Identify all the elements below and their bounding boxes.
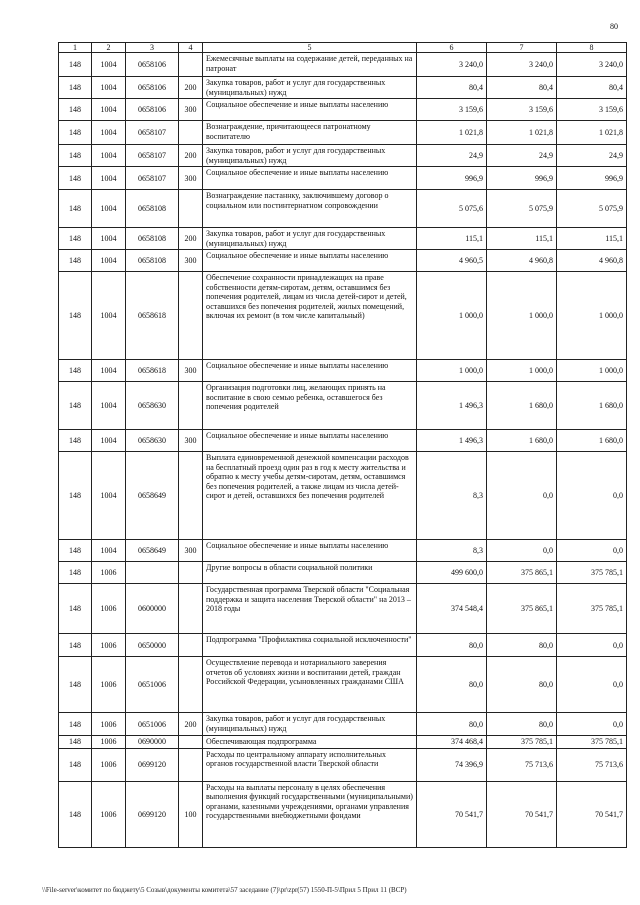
cell-name: Расходы на выплаты персоналу в целях обеспечения выполнения функций государственными (муниципальными) органами, казенными учреждениями, органами управления государственными внебюджетными фондами [203, 781, 417, 847]
cell-v7: 70 541,7 [487, 781, 557, 847]
cell-name: Социальное обеспечение и иные выплаты населению [203, 360, 417, 382]
cell-v6: 374 548,4 [417, 584, 487, 634]
cell-c2: 1004 [92, 167, 126, 190]
cell-c1: 148 [59, 228, 92, 250]
cell-c2: 1004 [92, 272, 126, 360]
cell-v7: 1 680,0 [487, 430, 557, 452]
cell-c1: 148 [59, 540, 92, 562]
cell-c1: 148 [59, 562, 92, 584]
cell-name: Государственная программа Тверской области "Социальная поддержка и защита населения Тверской области" на 2013 – 2018 годы [203, 584, 417, 634]
cell-name: Социальное обеспечение и иные выплаты населению [203, 430, 417, 452]
cell-c3: 0600000 [126, 584, 179, 634]
cell-v7: 1 021,8 [487, 121, 557, 145]
cell-c2: 1004 [92, 452, 126, 540]
cell-c2: 1004 [92, 540, 126, 562]
cell-c2: 1006 [92, 781, 126, 847]
cell-v8: 375 785,1 [557, 562, 627, 584]
cell-c2: 1004 [92, 99, 126, 121]
cell-c3: 0651006 [126, 713, 179, 736]
table-body [59, 53, 627, 847]
cell-c1: 148 [59, 53, 92, 77]
cell-v7: 80,0 [487, 657, 557, 713]
cell-v7: 4 960,8 [487, 250, 557, 272]
cell-c4 [179, 452, 203, 540]
cell-v8: 996,9 [557, 167, 627, 190]
cell-v6: 115,1 [417, 228, 487, 250]
cell-v8: 3 159,6 [557, 99, 627, 121]
cell-v7: 24,9 [487, 145, 557, 167]
cell-v6: 996,9 [417, 167, 487, 190]
cell-name: Социальное обеспечение и иные выплаты населению [203, 167, 417, 190]
cell-v8: 24,9 [557, 145, 627, 167]
header-col-7: 7 [487, 43, 557, 53]
cell-v6: 70 541,7 [417, 781, 487, 847]
cell-v8: 1 021,8 [557, 121, 627, 145]
cell-v8: 75 713,6 [557, 748, 627, 781]
cell-v6: 3 159,6 [417, 99, 487, 121]
table-header-row [59, 43, 627, 53]
cell-c1: 148 [59, 167, 92, 190]
cell-c1: 148 [59, 430, 92, 452]
cell-name: Закупка товаров, работ и услуг для государственных (муниципальных) нужд [203, 145, 417, 167]
table-row [59, 634, 627, 657]
cell-c4 [179, 634, 203, 657]
cell-c2: 1004 [92, 77, 126, 99]
cell-v7: 1 000,0 [487, 360, 557, 382]
table-row [59, 77, 627, 99]
cell-c2: 1004 [92, 190, 126, 228]
cell-c3: 0699120 [126, 748, 179, 781]
table-row [59, 781, 627, 847]
cell-c4: 200 [179, 145, 203, 167]
cell-c4 [179, 748, 203, 781]
cell-c4: 200 [179, 228, 203, 250]
cell-v8: 0,0 [557, 634, 627, 657]
cell-v7: 1 680,0 [487, 382, 557, 430]
cell-c2: 1004 [92, 360, 126, 382]
table-row [59, 657, 627, 713]
cell-v7: 80,0 [487, 713, 557, 736]
table-row [59, 540, 627, 562]
cell-c3: 0658630 [126, 382, 179, 430]
cell-c1: 148 [59, 272, 92, 360]
cell-name: Обеспечивающая подпрограмма [203, 736, 417, 748]
cell-c3: 0650000 [126, 634, 179, 657]
cell-c4: 300 [179, 99, 203, 121]
header-col-4: 4 [179, 43, 203, 53]
cell-v7: 80,0 [487, 634, 557, 657]
cell-v8: 3 240,0 [557, 53, 627, 77]
cell-c2: 1004 [92, 145, 126, 167]
cell-v8: 1 680,0 [557, 382, 627, 430]
cell-c2: 1004 [92, 53, 126, 77]
cell-c4 [179, 584, 203, 634]
cell-c1: 148 [59, 736, 92, 748]
cell-v8: 375 785,1 [557, 736, 627, 748]
cell-name: Другие вопросы в области социальной политики [203, 562, 417, 584]
cell-v6: 1 021,8 [417, 121, 487, 145]
header-col-5: 5 [203, 43, 417, 53]
footer-path: \\File-server\комитет по бюджету\5 Созыв\документы комитета\57 заседание (7)\pr\zpr(57) 1550-П-5\Прил 5 Прил 11 (ВСР) [42, 886, 407, 894]
cell-v7: 375 865,1 [487, 562, 557, 584]
header-col-1: 1 [59, 43, 92, 53]
cell-c2: 1004 [92, 430, 126, 452]
cell-c3: 0658618 [126, 360, 179, 382]
cell-c4 [179, 657, 203, 713]
cell-v7: 5 075,9 [487, 190, 557, 228]
cell-c3: 0658108 [126, 190, 179, 228]
cell-c1: 148 [59, 748, 92, 781]
cell-c1: 148 [59, 99, 92, 121]
cell-c2: 1006 [92, 562, 126, 584]
cell-v8: 0,0 [557, 713, 627, 736]
cell-v7: 996,9 [487, 167, 557, 190]
cell-name: Выплата единовременной денежной компенсации расходов на бесплатный проезд один раз в год к месту жительства и обратно к месту учебы детям-сиротам, детям, оставшимся без попечения родителей, а также лицам из числа детей-сирот и детей, оставшихся без попечения родителей [203, 452, 417, 540]
cell-c1: 148 [59, 145, 92, 167]
cell-name: Расходы по центральному аппарату исполнительных органов государственной власти Тверской области [203, 748, 417, 781]
header-col-3: 3 [126, 43, 179, 53]
cell-v8: 1 000,0 [557, 360, 627, 382]
cell-c4 [179, 272, 203, 360]
cell-c4 [179, 382, 203, 430]
cell-c2: 1006 [92, 584, 126, 634]
cell-c4: 300 [179, 250, 203, 272]
cell-v7: 375 785,1 [487, 736, 557, 748]
cell-c3: 0658108 [126, 250, 179, 272]
table-row [59, 360, 627, 382]
cell-c3: 0651006 [126, 657, 179, 713]
cell-v7: 0,0 [487, 540, 557, 562]
cell-v7: 0,0 [487, 452, 557, 540]
table-row [59, 382, 627, 430]
header-col-6: 6 [417, 43, 487, 53]
cell-c1: 148 [59, 634, 92, 657]
cell-v6: 4 960,5 [417, 250, 487, 272]
cell-name: Социальное обеспечение и иные выплаты населению [203, 250, 417, 272]
cell-v6: 1 496,3 [417, 430, 487, 452]
cell-c3: 0699120 [126, 781, 179, 847]
cell-c4: 200 [179, 77, 203, 99]
cell-v8: 70 541,7 [557, 781, 627, 847]
cell-c2: 1004 [92, 250, 126, 272]
cell-name: Социальное обеспечение и иные выплаты населению [203, 540, 417, 562]
table-row [59, 167, 627, 190]
cell-v7: 3 159,6 [487, 99, 557, 121]
cell-v8: 1 680,0 [557, 430, 627, 452]
cell-v6: 8,3 [417, 452, 487, 540]
cell-c3: 0658107 [126, 167, 179, 190]
cell-v8: 5 075,9 [557, 190, 627, 228]
cell-c4 [179, 562, 203, 584]
cell-v6: 1 496,3 [417, 382, 487, 430]
cell-c2: 1004 [92, 228, 126, 250]
cell-v6: 24,9 [417, 145, 487, 167]
cell-name: Закупка товаров, работ и услуг для государственных (муниципальных) нужд [203, 77, 417, 99]
table-row [59, 430, 627, 452]
cell-c2: 1004 [92, 121, 126, 145]
cell-v6: 374 468,4 [417, 736, 487, 748]
cell-c3: 0658108 [126, 228, 179, 250]
cell-c4 [179, 736, 203, 748]
cell-c3: 0658106 [126, 77, 179, 99]
cell-c2: 1006 [92, 736, 126, 748]
cell-v8: 0,0 [557, 540, 627, 562]
cell-v8: 0,0 [557, 452, 627, 540]
cell-c1: 148 [59, 713, 92, 736]
table-row [59, 584, 627, 634]
cell-v8: 115,1 [557, 228, 627, 250]
cell-name: Обеспечение сохранности принадлежащих на праве собственности детям-сиротам, детям, оставшимся без попечения родителей, лицам из числа детей-сирот и детей, оставшихся без попечения родителей, жилых помещений, включая их ремонт (в том числе капитальный) [203, 272, 417, 360]
table-row [59, 562, 627, 584]
cell-name: Закупка товаров, работ и услуг для государственных (муниципальных) нужд [203, 228, 417, 250]
cell-c4: 100 [179, 781, 203, 847]
cell-v7: 1 000,0 [487, 272, 557, 360]
cell-v8: 4 960,8 [557, 250, 627, 272]
cell-v6: 80,0 [417, 657, 487, 713]
cell-v6: 1 000,0 [417, 272, 487, 360]
cell-c1: 148 [59, 584, 92, 634]
page-number: 80 [610, 22, 618, 31]
cell-v6: 80,0 [417, 634, 487, 657]
header-col-2: 2 [92, 43, 126, 53]
table-row [59, 145, 627, 167]
cell-c2: 1006 [92, 657, 126, 713]
cell-name: Подпрограмма "Профилактика социальной исключенности" [203, 634, 417, 657]
cell-v7: 375 865,1 [487, 584, 557, 634]
cell-c1: 148 [59, 250, 92, 272]
cell-c3: 0658630 [126, 430, 179, 452]
table-row [59, 190, 627, 228]
cell-c2: 1006 [92, 748, 126, 781]
cell-v8: 1 000,0 [557, 272, 627, 360]
cell-v6: 1 000,0 [417, 360, 487, 382]
cell-v7: 75 713,6 [487, 748, 557, 781]
cell-c4: 300 [179, 360, 203, 382]
table-row [59, 53, 627, 77]
cell-c2: 1004 [92, 382, 126, 430]
cell-c3 [126, 562, 179, 584]
cell-v7: 80,4 [487, 77, 557, 99]
cell-name: Осуществление перевода и нотариального заверения отчетов об условиях жизни и воспитании детей, граждан Российской Федерации, усыновленных гражданами США [203, 657, 417, 713]
cell-c3: 0658649 [126, 452, 179, 540]
cell-v6: 74 396,9 [417, 748, 487, 781]
cell-c1: 148 [59, 452, 92, 540]
cell-c2: 1006 [92, 634, 126, 657]
table-row [59, 250, 627, 272]
cell-v7: 3 240,0 [487, 53, 557, 77]
cell-c3: 0658106 [126, 53, 179, 77]
budget-table [58, 42, 627, 848]
cell-name: Организация подготовки лиц, желающих принять на воспитание в свою семью ребенка, оставшегося без попечения родителей [203, 382, 417, 430]
cell-c3: 0658649 [126, 540, 179, 562]
cell-c4: 200 [179, 713, 203, 736]
cell-c1: 148 [59, 121, 92, 145]
table-row [59, 99, 627, 121]
cell-v8: 80,4 [557, 77, 627, 99]
cell-name: Вознаграждение, причитающееся патронатному воспитателю [203, 121, 417, 145]
cell-c1: 148 [59, 77, 92, 99]
cell-c3: 0658618 [126, 272, 179, 360]
cell-name: Закупка товаров, работ и услуг для государственных (муниципальных) нужд [203, 713, 417, 736]
header-col-8: 8 [557, 43, 627, 53]
table-row [59, 272, 627, 360]
cell-c1: 148 [59, 781, 92, 847]
table-row [59, 121, 627, 145]
cell-name: Ежемесячные выплаты на содержание детей, переданных на патронат [203, 53, 417, 77]
table-row [59, 713, 627, 736]
cell-c4: 300 [179, 167, 203, 190]
cell-v6: 80,0 [417, 713, 487, 736]
cell-c3: 0690000 [126, 736, 179, 748]
cell-c1: 148 [59, 382, 92, 430]
cell-c4 [179, 121, 203, 145]
cell-v6: 3 240,0 [417, 53, 487, 77]
cell-name: Социальное обеспечение и иные выплаты населению [203, 99, 417, 121]
cell-v6: 5 075,6 [417, 190, 487, 228]
cell-v7: 115,1 [487, 228, 557, 250]
cell-name: Вознаграждение пастаннку, заключившему договор о социальном или постинтернатном сопровождении [203, 190, 417, 228]
table-row [59, 736, 627, 748]
cell-c1: 148 [59, 657, 92, 713]
table-row [59, 228, 627, 250]
cell-c3: 0658107 [126, 121, 179, 145]
cell-v8: 0,0 [557, 657, 627, 713]
cell-c4: 300 [179, 540, 203, 562]
cell-c1: 148 [59, 190, 92, 228]
cell-v6: 80,4 [417, 77, 487, 99]
cell-c3: 0658106 [126, 99, 179, 121]
cell-v6: 499 600,0 [417, 562, 487, 584]
cell-c4 [179, 190, 203, 228]
cell-c2: 1006 [92, 713, 126, 736]
cell-c1: 148 [59, 360, 92, 382]
cell-c4: 300 [179, 430, 203, 452]
table-row [59, 452, 627, 540]
cell-v8: 375 785,1 [557, 584, 627, 634]
cell-c3: 0658107 [126, 145, 179, 167]
table-row [59, 748, 627, 781]
cell-c4 [179, 53, 203, 77]
cell-v6: 8,3 [417, 540, 487, 562]
